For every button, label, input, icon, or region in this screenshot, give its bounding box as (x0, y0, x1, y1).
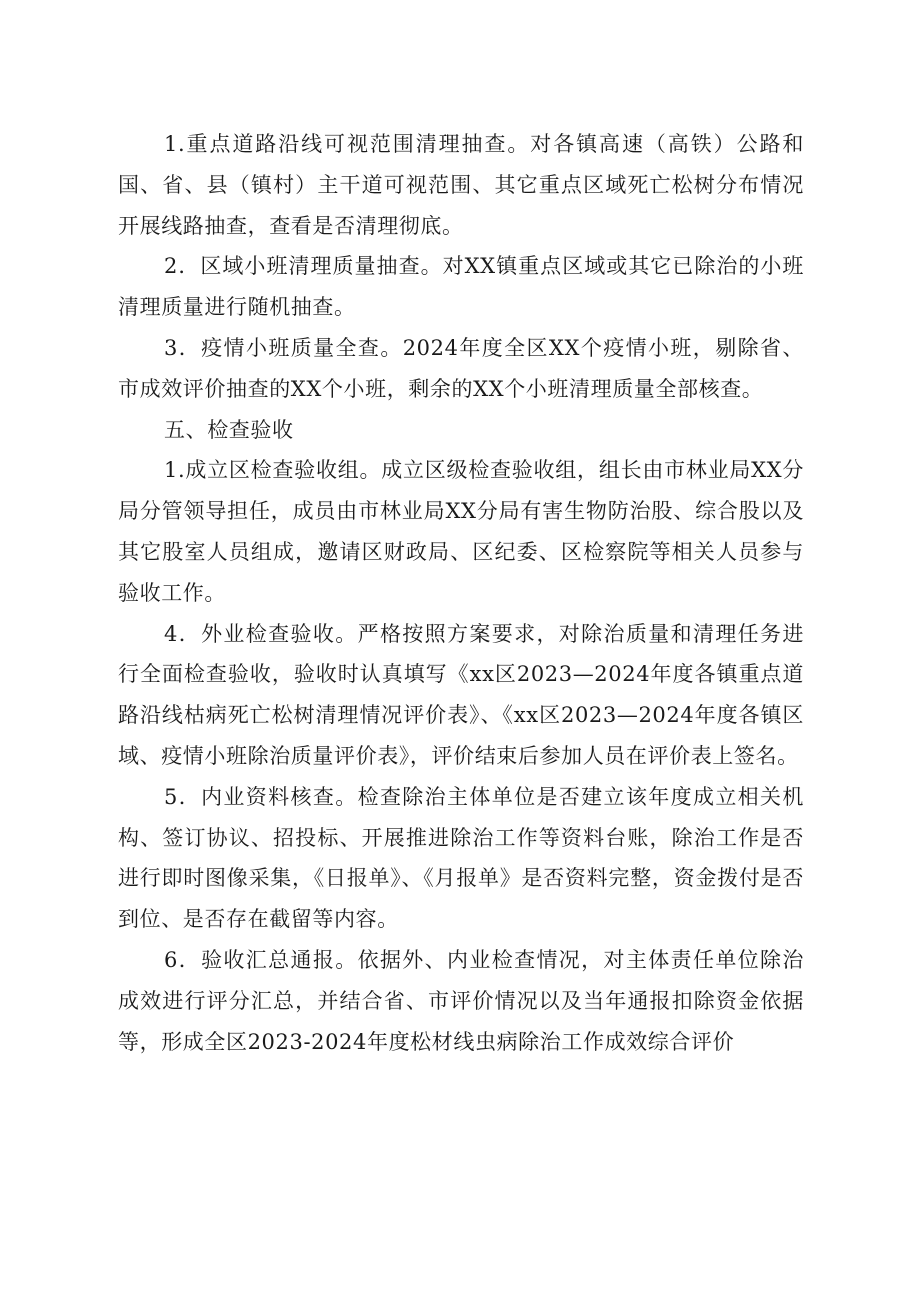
section-heading-inspection-acceptance: 五、检查验收 (164, 417, 294, 442)
paragraph-epidemic-inspection: 3．疫情小班质量全查。2024年度全区XX个疫情小班，剔除省、市成效评价抽查的XX个小班，剩余的XX个小班清理质量全部核查。 (118, 335, 804, 401)
paragraph-summary-report: 6．验收汇总通报。依据外、内业检查情况，对主体责任单位除治成效进行评分汇总，并结合省、市评价情况以及当年通报扣除资金依据等，形成全区2023-2024年度松材线虫病除治工作成效综合评价 (118, 947, 804, 1054)
paragraph-field-inspection: 4．外业检查验收。严格按照方案要求，对除治质量和清理任务进行全面检查验收，验收时认真填写《xx区2023—2024年度各镇重点道路沿线枯病死亡松树清理情况评价表》、《xx区2023—2024年度各镇区域、疫情小班除治质量评价表》，评价结束后参加人员在评价表上签名。 (118, 621, 804, 768)
paragraph-road-inspection: 1.重点道路沿线可视范围清理抽查。对各镇高速（高铁）公路和国、省、县（镇村）主干道可视范围、其它重点区域死亡松树分布情况开展线路抽查，查看是否清理彻底。 (118, 132, 804, 238)
document-body (118, 124, 804, 1062)
paragraph-document-review: 5．内业资料核查。检查除治主体单位是否建立该年度成立相关机构、签订协议、招投标、开展推进除治工作等资料台账，除治工作是否进行即时图像采集，《日报单》、《月报单》是否资料完整，资金拨付是否到位、是否存在截留等内容。 (118, 784, 804, 932)
paragraph-acceptance-group: 1.成立区检查验收组。成立区级检查验收组，组长由市林业局XX分局分管领导担任，成员由市林业局XX分局有害生物防治股、综合股以及其它股室人员组成，邀请区财政局、区纪委、区检察院等相关人员参与验收工作。 (118, 458, 804, 605)
paragraph-area-inspection: 2．区域小班清理质量抽查。对XX镇重点区域或其它已除治的小班清理质量进行随机抽查。 (118, 254, 804, 320)
